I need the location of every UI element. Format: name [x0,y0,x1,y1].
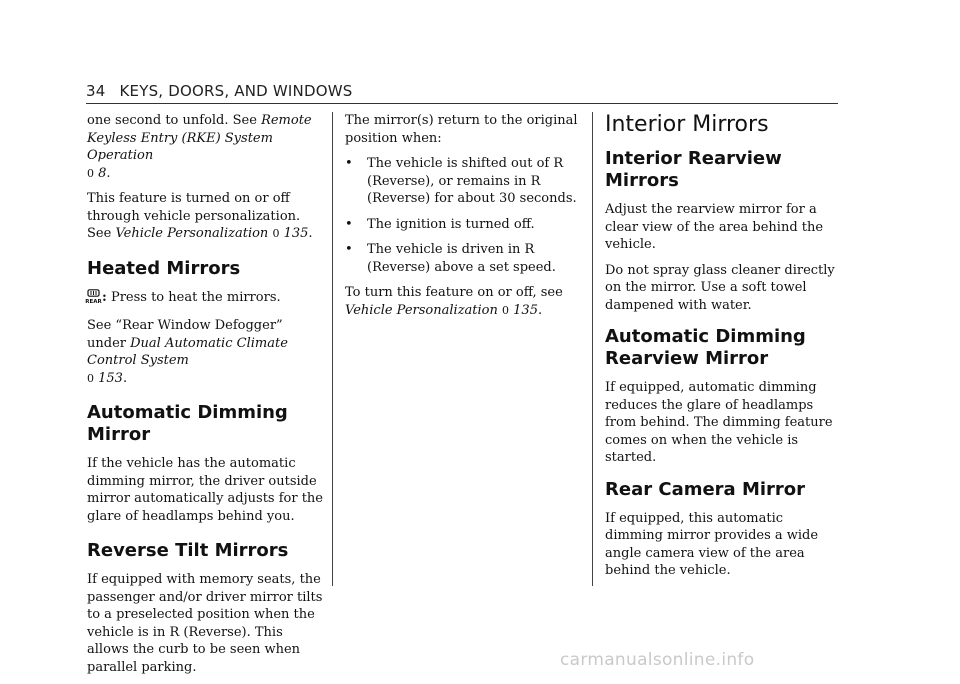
auto-dimming-rearview-text: If equipped, automatic dimming reduces the glare of headlamps from behind. The dimming feature comes on when the vehicle is started. [605,380,833,465]
climate-control-link[interactable]: Dual Automatic Climate Control System [87,335,288,368]
reverse-tilt-heading: Reverse Tilt Mirrors [87,540,289,561]
page-ref-icon: 0 [272,227,280,240]
list-item: • The vehicle is shifted out of R (Reverse), or remains in R (Reverse) for about 30 seconds. [345,156,577,206]
bullet-icon: • [345,156,353,171]
heated-mirrors-instruction: REAR : Press to heat the mirrors. [87,289,323,310]
list-item: • The ignition is turned off. [345,216,535,232]
toggle-feature-paragraph: To turn this feature on or off, see Vehicle Personalization 0 135. [345,285,563,318]
rearview-cleaning-text: Do not spray glass cleaner directly on the mirror. Use a soft towel dampened with water. [605,262,835,313]
column-divider [592,112,593,586]
rearview-adjust-text: Adjust the rearview mirror for a clear view of the area behind the vehicle. [605,202,824,252]
rke-page-ref[interactable]: 8 [98,165,107,181]
return-conditions-list [345,155,581,276]
auto-dimming-mirror-text: If the vehicle has the automatic dimming mirror, the driver outside mirror automatically adjusts for the glare of headlamps behind you. [87,456,323,524]
page-number: 34 [86,82,106,100]
return-intro: The mirror(s) return to the original position when: [345,113,578,146]
page-ref-icon: 0 [87,166,94,180]
reverse-tilt-text: If equipped with memory seats, the passenger and/or driver mirror tilts to a preselected position when the vehicle is in R (Reverse). This allows the curb to be seen when parallel parking. [87,572,323,675]
defogger-reference: See “Rear Window Defogger” under Dual Automatic Climate Control System 0 153. [87,318,288,386]
heated-mirrors-heading: Heated Mirrors [87,257,241,279]
bullet-icon: • [345,242,353,257]
auto-dimming-mirror-heading: Automatic Dimming Mirror [87,402,288,445]
page-ref-icon: 0 [502,303,510,317]
column-3 [605,112,841,588]
bullet-icon: • [345,216,353,232]
vehicle-personalization-link[interactable]: Vehicle Personalization [345,302,498,318]
header-divider [86,103,838,104]
list-item: • The vehicle is driven in R (Reverse) above a set speed. [345,242,556,275]
personalization-page-ref[interactable]: 135 [283,226,309,241]
column-1 [87,112,323,684]
svg-text:REAR: REAR [85,298,102,305]
page-header [86,82,838,100]
rear-defogger-icon [87,289,100,310]
personalization-paragraph: This feature is turned on or off through vehicle personalization. See Vehicle Personalization 0 135. [87,191,313,241]
watermark: carmanualsonline.info [560,650,755,670]
climate-page-ref[interactable]: 153 [98,370,123,386]
chapter-title: KEYS, DOORS, AND WINDOWS [119,82,353,100]
interior-mirrors-title: Interior Mirrors [605,112,769,137]
rear-camera-mirror-heading: Rear Camera Mirror [605,478,806,500]
column-divider [332,112,333,586]
rke-link[interactable]: Remote Keyless Entry (RKE) System Operation [87,113,312,163]
page-ref-icon: 0 [87,371,94,385]
vehicle-personalization-link[interactable]: Vehicle Personalization [115,226,269,241]
column-2 [345,112,581,327]
auto-dimming-rearview-heading: Automatic Dimming Rearview Mirror [605,326,806,369]
interior-rearview-heading: Interior Rearview Mirrors [605,148,782,191]
rear-camera-mirror-text: If equipped, this automatic dimming mirror provides a wide angle camera view of the area behind the vehicle. [605,510,819,578]
personalization-page-ref[interactable]: 135 [513,302,538,318]
intro-paragraph: one second to unfold. See Remote Keyless Entry (RKE) System Operation 0 8. [87,113,312,181]
